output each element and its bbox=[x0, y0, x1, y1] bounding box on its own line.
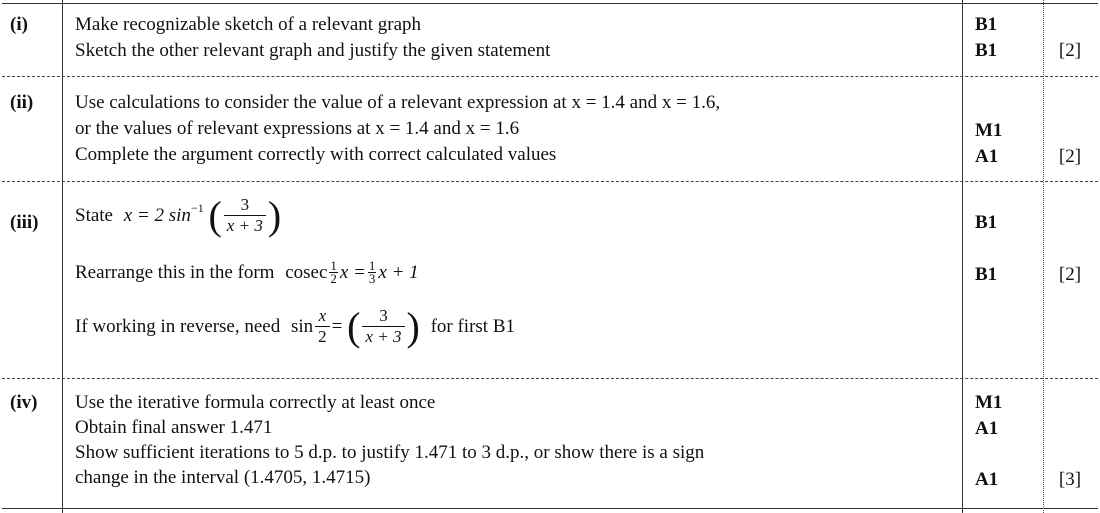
left-paren: ( bbox=[208, 192, 222, 238]
part-iv-mark-2: A1 bbox=[975, 418, 999, 439]
part-label-ii: (ii) bbox=[10, 92, 34, 113]
rearrange-half-den: 2 bbox=[330, 271, 337, 286]
part-ii-line-2: or the values of relevant expressions at x = 1.4 and x = 1.6 bbox=[75, 118, 520, 139]
state-fraction-den: x + 3 bbox=[224, 215, 266, 236]
divider-ii-iii bbox=[2, 181, 1098, 182]
reverse-fraction-den: x + 3 bbox=[362, 326, 404, 347]
rearrange-third-den: 3 bbox=[368, 271, 376, 286]
reverse-equals: = bbox=[331, 315, 343, 337]
part-ii-line-1: Use calculations to consider the value of a relevant expression at x = 1.4 and x = 1.6, bbox=[75, 92, 721, 113]
right-paren: ) bbox=[267, 192, 282, 238]
reverse-left-paren: ( bbox=[347, 303, 361, 349]
rearrange-third-num: 1 bbox=[368, 258, 376, 273]
state-prefix: State bbox=[75, 204, 113, 226]
rearrange-half bbox=[329, 260, 338, 285]
reverse-sin: sin bbox=[290, 315, 314, 337]
part-iii-reverse-line bbox=[75, 303, 516, 349]
state-fraction-num: 3 bbox=[240, 195, 250, 214]
column-divider-part bbox=[62, 0, 63, 513]
divider-iii-iv bbox=[2, 378, 1098, 379]
part-i-total: [2] bbox=[1058, 40, 1082, 61]
part-iv-line-4: change in the interval (1.4705, 1.4715) bbox=[75, 467, 371, 488]
rearrange-half-num: 1 bbox=[330, 258, 337, 273]
part-iii-total: [2] bbox=[1058, 264, 1082, 285]
part-iv-mark-3: A1 bbox=[975, 469, 999, 490]
column-divider-marks bbox=[962, 0, 963, 513]
rearrange-cosec: cosec bbox=[285, 261, 328, 283]
part-label-iii: (iii) bbox=[10, 212, 39, 233]
state-inverse-sup: −1 bbox=[190, 201, 204, 215]
rearrange-end: x + 1 bbox=[378, 261, 419, 283]
part-iii-mark-1: B1 bbox=[975, 212, 998, 233]
part-iv-total: [3] bbox=[1058, 469, 1082, 490]
divider-i-ii bbox=[2, 76, 1098, 77]
part-iv-mark-1: M1 bbox=[975, 392, 1003, 413]
part-iv-line-1: Use the iterative formula correctly at least once bbox=[75, 392, 436, 413]
reverse-prefix: If working in reverse, need bbox=[75, 315, 281, 337]
part-i-mark-1: B1 bbox=[975, 14, 998, 35]
part-i-mark-2: B1 bbox=[975, 40, 998, 61]
rearrange-mid: x = bbox=[339, 261, 366, 283]
column-divider-total bbox=[1043, 0, 1044, 513]
part-i-line-1: Make recognizable sketch of a relevant graph bbox=[75, 14, 422, 35]
part-iii-rearrange-line bbox=[75, 260, 419, 285]
reverse-suffix: for first B1 bbox=[430, 315, 516, 337]
rearrange-prefix: Rearrange this in the form bbox=[75, 261, 275, 283]
part-ii-mark-2: A1 bbox=[975, 146, 999, 167]
rearrange-third bbox=[368, 260, 377, 285]
part-label-iv: (iv) bbox=[10, 392, 38, 413]
part-iii-mark-2: B1 bbox=[975, 264, 998, 285]
part-iii-state-line bbox=[75, 192, 282, 238]
part-iv-line-3: Show sufficient iterations to 5 d.p. to justify 1.471 to 3 d.p., or show there is a sign bbox=[75, 442, 705, 463]
reverse-x-num: x bbox=[318, 306, 327, 325]
part-i-line-2: Sketch the other relevant graph and justify the given statement bbox=[75, 40, 551, 61]
part-ii-total: [2] bbox=[1058, 146, 1082, 167]
reverse-x-den: 2 bbox=[315, 326, 330, 347]
state-lhs: x = 2 sin bbox=[123, 204, 191, 226]
reverse-fraction bbox=[362, 306, 404, 347]
reverse-right-paren: ) bbox=[406, 303, 420, 349]
table-bottom-border bbox=[2, 508, 1098, 509]
reverse-x-half bbox=[315, 306, 330, 347]
part-ii-line-3: Complete the argument correctly with correct calculated values bbox=[75, 144, 557, 165]
state-fraction bbox=[224, 195, 266, 236]
table-top-border bbox=[2, 3, 1098, 4]
part-iv-line-2: Obtain final answer 1.471 bbox=[75, 417, 273, 438]
reverse-fraction-num: 3 bbox=[379, 306, 388, 325]
part-label-i: (i) bbox=[10, 14, 28, 35]
part-ii-mark-1: M1 bbox=[975, 120, 1003, 141]
